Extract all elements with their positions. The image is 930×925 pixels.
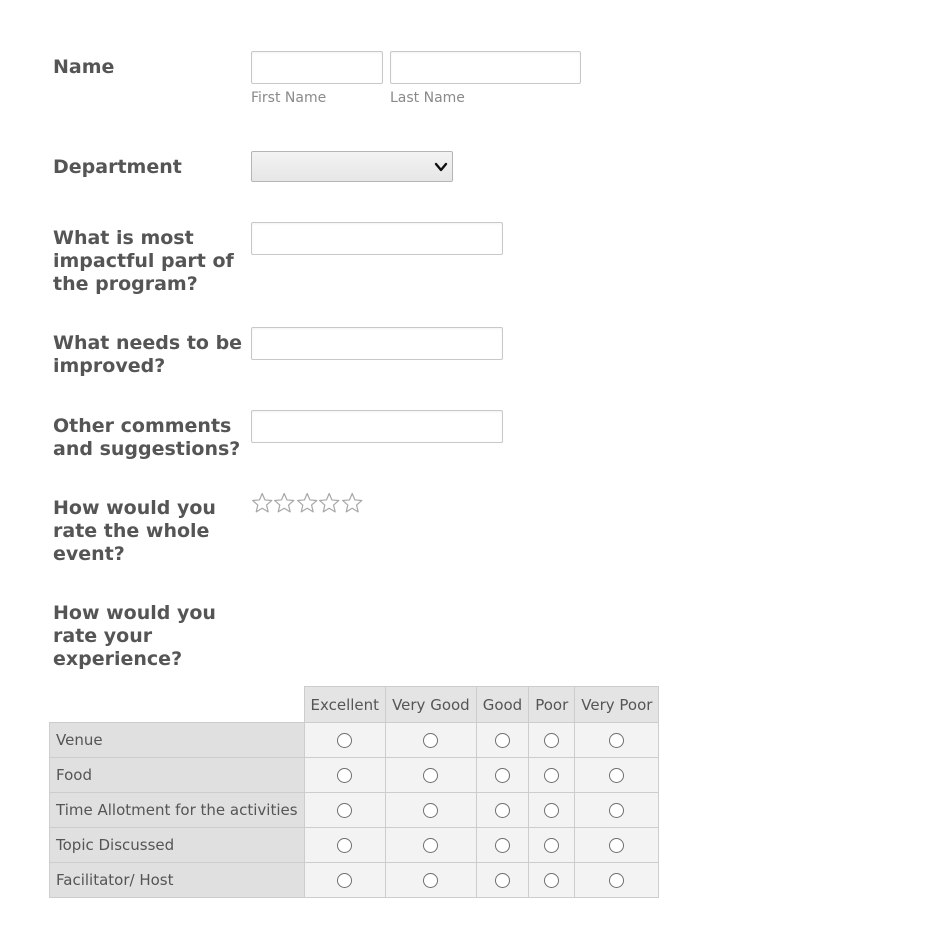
experience-matrix	[49, 686, 659, 898]
first-name-sublabel: First Name	[251, 90, 327, 106]
last-name-input[interactable]	[390, 51, 581, 84]
rate-event-label: How would you rate the whole event?	[53, 497, 216, 565]
rating-radio-button[interactable]	[495, 733, 510, 748]
rating-radio-button[interactable]	[609, 803, 624, 818]
matrix-row-label: Facilitator/ Host	[50, 863, 305, 898]
matrix-cell	[386, 863, 477, 898]
rating-radio-button[interactable]	[609, 873, 624, 888]
matrix-cell	[575, 793, 659, 828]
matrix-column-header: Good	[476, 687, 529, 723]
matrix-cell	[529, 863, 575, 898]
matrix-cell	[476, 863, 529, 898]
star-icon[interactable]	[296, 491, 318, 515]
comments-input[interactable]	[251, 410, 503, 443]
department-select[interactable]	[251, 151, 453, 182]
star-rating[interactable]	[251, 491, 363, 515]
matrix-row-label: Venue	[50, 723, 305, 758]
matrix-header-row	[50, 687, 659, 723]
matrix-cell	[304, 723, 386, 758]
improve-input[interactable]	[251, 327, 503, 360]
rating-radio-button[interactable]	[544, 803, 559, 818]
matrix-cell	[386, 758, 477, 793]
matrix-cell	[476, 758, 529, 793]
rating-radio-button[interactable]	[337, 768, 352, 783]
rating-radio-button[interactable]	[337, 838, 352, 853]
matrix-column-header: Poor	[529, 687, 575, 723]
rating-radio-button[interactable]	[544, 733, 559, 748]
rating-radio-button[interactable]	[544, 838, 559, 853]
rating-radio-button[interactable]	[423, 768, 438, 783]
matrix-row	[50, 793, 659, 828]
rating-radio-button[interactable]	[609, 838, 624, 853]
rating-radio-button[interactable]	[423, 838, 438, 853]
rating-radio-button[interactable]	[609, 733, 624, 748]
rating-radio-button[interactable]	[495, 873, 510, 888]
matrix-cell	[476, 828, 529, 863]
matrix-cell	[476, 723, 529, 758]
matrix-cell	[529, 723, 575, 758]
matrix-cell	[386, 828, 477, 863]
matrix-corner	[50, 687, 305, 723]
rating-radio-button[interactable]	[337, 733, 352, 748]
rate-experience-label: How would you rate your experience?	[53, 602, 216, 670]
matrix-cell	[386, 793, 477, 828]
matrix-cell	[575, 828, 659, 863]
matrix-row-label: Topic Discussed	[50, 828, 305, 863]
matrix-cell	[575, 758, 659, 793]
rating-radio-button[interactable]	[423, 873, 438, 888]
matrix-cell	[304, 758, 386, 793]
matrix-row-label: Time Allotment for the activities	[50, 793, 305, 828]
matrix-row	[50, 828, 659, 863]
name-label: Name	[53, 56, 115, 78]
department-label: Department	[53, 156, 182, 178]
matrix-cell	[304, 793, 386, 828]
matrix-row	[50, 758, 659, 793]
impactful-input[interactable]	[251, 222, 503, 255]
star-icon[interactable]	[273, 491, 295, 515]
matrix-row	[50, 863, 659, 898]
matrix-cell	[575, 863, 659, 898]
matrix-column-header: Excellent	[304, 687, 386, 723]
first-name-input[interactable]	[251, 51, 383, 84]
star-icon[interactable]	[251, 491, 273, 515]
matrix-cell	[529, 758, 575, 793]
matrix-cell	[304, 863, 386, 898]
rating-radio-button[interactable]	[423, 803, 438, 818]
matrix-cell	[529, 793, 575, 828]
rating-radio-button[interactable]	[495, 768, 510, 783]
rating-radio-button[interactable]	[337, 873, 352, 888]
matrix-cell	[476, 793, 529, 828]
rating-radio-button[interactable]	[609, 768, 624, 783]
star-icon[interactable]	[318, 491, 340, 515]
improve-label: What needs to be improved?	[53, 332, 243, 377]
matrix-row-label: Food	[50, 758, 305, 793]
matrix-column-header: Very Good	[386, 687, 477, 723]
matrix-cell	[575, 723, 659, 758]
star-icon[interactable]	[341, 491, 363, 515]
rating-radio-button[interactable]	[544, 768, 559, 783]
matrix-column-header: Very Poor	[575, 687, 659, 723]
rating-radio-button[interactable]	[423, 733, 438, 748]
impactful-label: What is most impactful part of the program?	[53, 227, 234, 295]
matrix-cell	[386, 723, 477, 758]
chevron-down-icon	[434, 160, 448, 174]
matrix-cell	[304, 828, 386, 863]
rating-radio-button[interactable]	[337, 803, 352, 818]
rating-radio-button[interactable]	[495, 838, 510, 853]
rating-radio-button[interactable]	[544, 873, 559, 888]
comments-label: Other comments and suggestions?	[53, 415, 241, 460]
rating-radio-button[interactable]	[495, 803, 510, 818]
last-name-sublabel: Last Name	[390, 90, 465, 106]
matrix-row	[50, 723, 659, 758]
matrix-cell	[529, 828, 575, 863]
